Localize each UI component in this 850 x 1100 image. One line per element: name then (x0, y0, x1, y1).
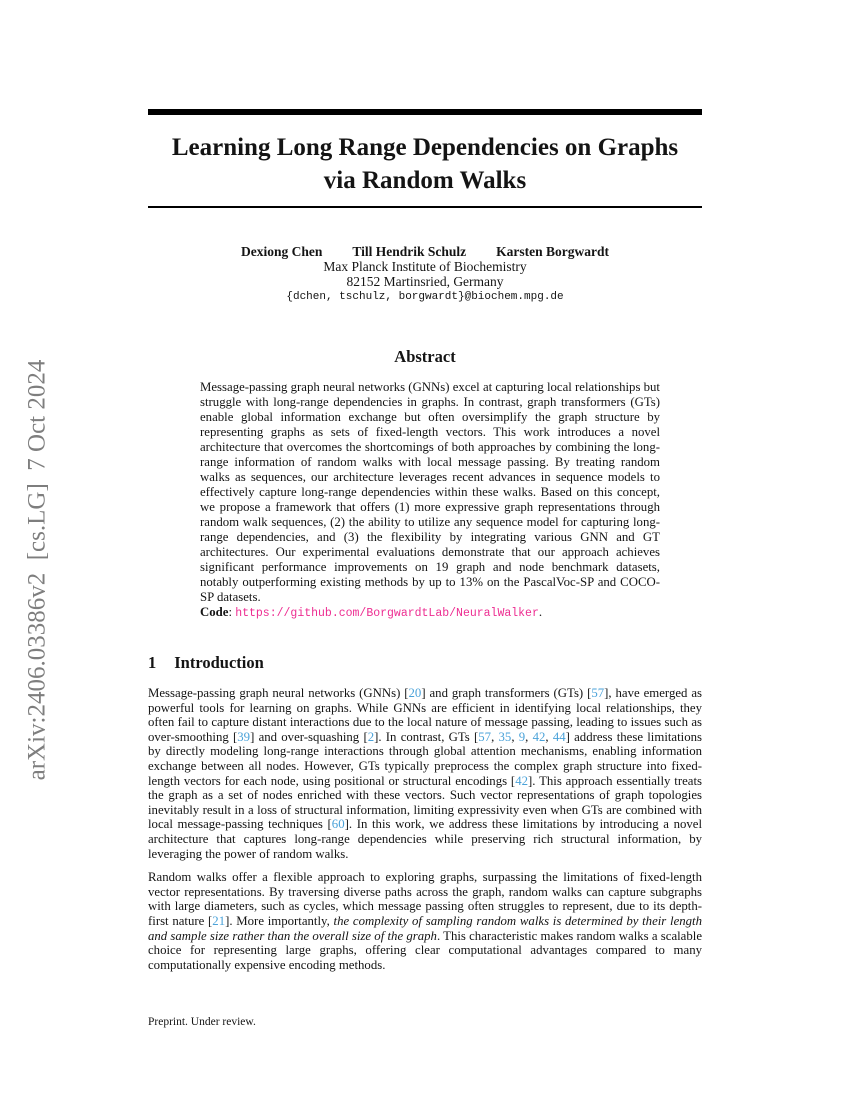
citation-link[interactable]: 42 (515, 773, 528, 788)
abstract-text: Message-passing graph neural networks (GNNs) excel at capturing local relationships but struggle with long-range dependencies in graphs. In contrast, graph transformers (GTs) enable global information exchange but often oversimplify the graph structure by representing graphs as sets of fixed-length vectors. This work introduces a novel architecture that overcomes the shortcomings of both approaches by combining the long-range information of random walks with local message passing. By treating random walks as sequences, our architecture leverages recent advances in sequence models to effectively capture long-range dependencies within these walks. Based on this concept, we propose a framework that offers (1) more expressive graph representations through random walk sequences, (2) the ability to utilize any sequence model for capturing long-range dependencies, and (3) the flexibility by integrating various GNN and GT architectures. Our experimental evaluations demonstrate that our approach achieves significant performance improvements on 19 graph and node benchmark datasets, notably outperforming existing methods by up to 13% on the PascalVoc-SP and COCO-SP datasets. (200, 380, 660, 604)
citation-link[interactable]: 57 (591, 686, 605, 700)
citation-link[interactable]: 42 (532, 729, 546, 744)
author-name: Till Hendrik Schulz (352, 244, 467, 259)
author-emails: {dchen, tschulz, borgwardt}@biochem.mpg.de (286, 291, 564, 303)
page-column (148, 0, 702, 972)
arxiv-watermark: arXiv:2406.03386v2 [cs.LG] 7 Oct 2024 (23, 359, 51, 781)
citation-link[interactable]: 57 (478, 729, 492, 744)
title-rule-top (148, 109, 702, 115)
section-title: Introduction (174, 653, 264, 672)
code-link[interactable]: https://github.com/BorgwardtLab/NeuralWalker (235, 607, 539, 620)
paper-title (148, 131, 702, 197)
author-address: 82152 Martinsried, Germany (346, 274, 504, 289)
citation-link[interactable]: 35 (498, 729, 512, 744)
author-affiliation: Max Planck Institute of Biochemistry (323, 259, 527, 274)
section-heading-introduction (148, 654, 702, 672)
emphasis-text: the complexity of sampling random walks is determined by their length and sample size rather than the overall size of the graph (148, 913, 703, 943)
citation-link[interactable]: 21 (212, 913, 226, 928)
citation-link[interactable]: 44 (552, 729, 566, 744)
title-rule-bottom (148, 206, 702, 208)
paper-title-line1: Learning Long Range Dependencies on Graphs (171, 134, 679, 161)
author-block (148, 244, 702, 305)
citation-link[interactable]: 60 (331, 817, 345, 832)
code-line (200, 605, 660, 621)
paper-title-line2: via Random Walks (323, 167, 527, 194)
intro-paragraph-1: Message-passing graph neural networks (GNNs) [20] and graph transformers (GTs) [57], have emerged as powerful tools for learning on graphs. While GNNs are efficient in identifying local relationships, they often fail to capture distant interactions due to the local nature of message passing, leading to issues such as over-smoothing [39] and over-squashing [2]. In contrast, GTs [57, 35, 9, 42, 44] address these limitations by directly modeling long-range interactions through global attention mechanisms, enabling information exchange between all nodes. However, GTs typically preprocess the complex graph structure into fixed-length vectors for each node, using positional or structural encodings [42]. This approach essentially treats the graph as a set of nodes enriched with these vectors. Such vector representations of graph topologies inevitably result in a loss of structural information, limiting expressivity even when GTs are combined with local message-passing techniques [60]. In this work, we address these limitations by introducing a novel architecture that captures long-range dependencies while preserving rich structural information, by leveraging the power of random walks. (148, 686, 702, 861)
citation-link[interactable]: 39 (237, 729, 251, 744)
author-names-row (148, 244, 702, 259)
citation-link[interactable]: 9 (518, 729, 526, 744)
code-label: Code (200, 605, 229, 619)
abstract-heading: Abstract (394, 347, 456, 366)
author-name: Karsten Borgwardt (496, 244, 610, 259)
citation-link[interactable]: 2 (367, 729, 375, 744)
preprint-footer: Preprint. Under review. (148, 1016, 256, 1028)
intro-paragraph-2: Random walks offer a flexible approach to exploring graphs, surpassing the limitations of fixed-length vector representations. By traversing diverse paths across the graph, random walks can capture subgraphs with large diameters, such as cycles, which message passing often struggles to represent, due to its depth-first nature [21]. More importantly, the complexity of sampling random walks is determined by their length and sample size rather than the overall size of the graph. This characteristic makes random walks a scalable choice for representing large graphs, offering clear computational advantages compared to many computationally expensive encoding methods. (148, 870, 703, 972)
section-number: 1 (148, 653, 157, 672)
citation-link[interactable]: 20 (408, 686, 422, 700)
code-separator: : (228, 605, 236, 619)
author-name: Dexiong Chen (240, 244, 323, 259)
code-period: . (538, 605, 543, 619)
